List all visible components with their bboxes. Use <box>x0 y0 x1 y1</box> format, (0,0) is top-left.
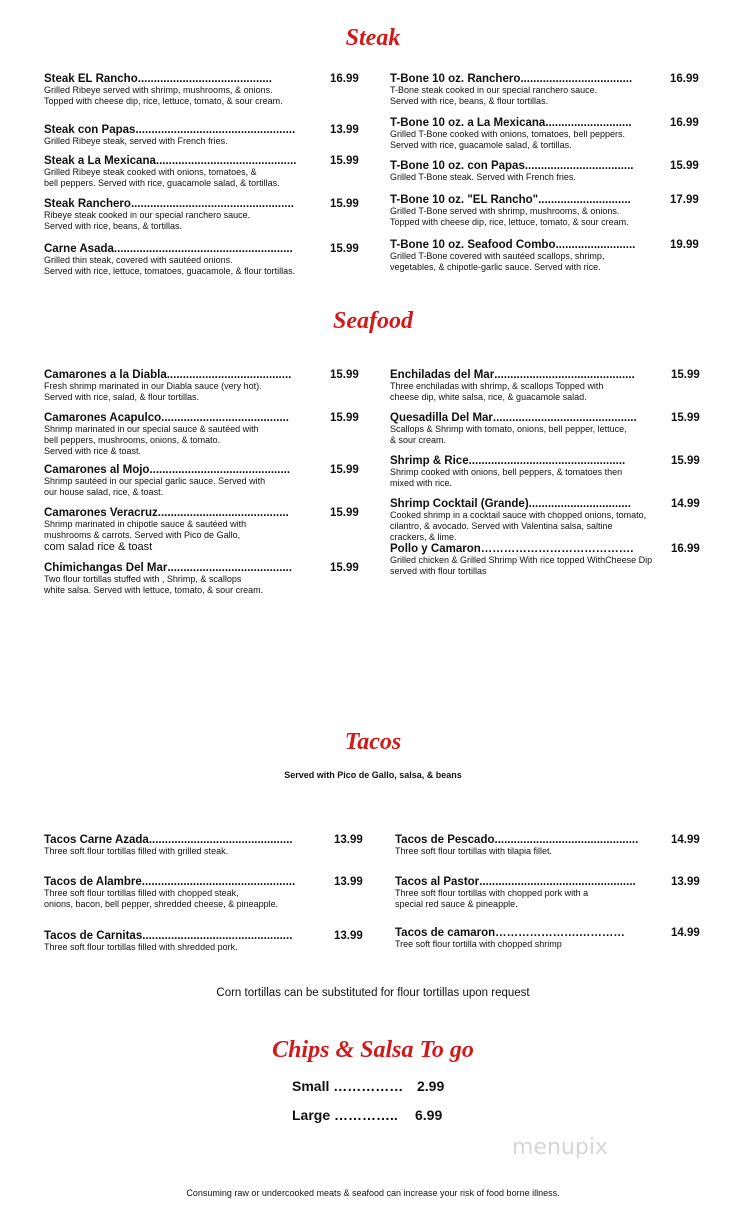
menu-item-header <box>44 876 363 888</box>
menu-item-header <box>390 117 699 129</box>
menu-item-header <box>390 412 700 424</box>
menu-item-header <box>390 498 700 510</box>
menu-item-price: 15.99 <box>330 507 359 519</box>
menu-item-name: Steak Ranchero <box>44 198 131 210</box>
menu-item <box>390 455 700 489</box>
menu-item-leader-dots: ………………….………… <box>495 927 625 939</box>
menu-item-name: Shrimp Cocktail (Grande) <box>390 498 529 510</box>
menu-item-description: Served with rice, beans, & tortillas. <box>44 221 183 232</box>
steak-title: Steak <box>345 25 401 51</box>
menu-item-name: Tacos de Pescado <box>395 834 495 846</box>
menu-item-description: Three soft flour tortillas filled with chopped steak, <box>44 888 239 898</box>
menu-item-name: Quesadilla Del Mar <box>390 412 493 424</box>
menu-item <box>44 412 359 458</box>
menu-item-name: Tacos de Carnitas <box>44 930 143 942</box>
menu-item-name: Steak a La Mexicana <box>44 155 156 167</box>
menu-item-header <box>44 73 359 85</box>
menu-item-header <box>395 876 700 888</box>
chips-large-label: Large ………….. <box>292 1107 398 1123</box>
menu-item-description: Grilled Ribeye steak cooked with onions, tomatoes, & <box>44 167 257 177</box>
menu-item-leader-dots: ................................ <box>528 498 631 510</box>
menu-item-header <box>390 369 700 381</box>
menu-item-price: 14.99 <box>671 927 700 939</box>
menu-item <box>390 498 700 544</box>
menu-item <box>390 239 699 273</box>
chips-small-price: 2.99 <box>417 1078 445 1094</box>
menu-item <box>390 369 700 403</box>
menu-item-description: Served with rice, lettuce, tomatoes, guacamole, & flour tortillas. <box>44 266 296 277</box>
menu-item-price: 15.99 <box>330 243 359 255</box>
menu-item-leader-dots: ....................................... <box>166 369 292 381</box>
menu-item-price: 13.99 <box>330 124 359 136</box>
menu-item <box>44 155 359 189</box>
menupix-watermark: menupix <box>512 1135 608 1160</box>
menu-item-description: Grilled Ribeye steak, served with French fries. <box>44 136 228 146</box>
menu-item-header <box>390 455 700 467</box>
menu-item-leader-dots: ............................. <box>538 194 631 206</box>
menu-item-leader-dots: .................................................. <box>135 124 296 136</box>
seafood-title: Seafood <box>333 308 413 334</box>
menu-item-leader-dots: ........................................ <box>161 412 289 424</box>
menu-item-price: 16.99 <box>330 73 359 85</box>
menu-item-description: Three soft flour tortillas with chopped pork with a <box>395 888 589 898</box>
menu-item-header <box>390 160 699 172</box>
menu-item-description: Shrimp cooked with onions, bell peppers, & tomatoes then <box>390 467 623 477</box>
menu-item-header <box>395 927 700 939</box>
menu-item <box>44 876 363 910</box>
menu-item-description: Grilled T-Bone covered with sautéed scallops, shrimp, <box>390 251 605 261</box>
menu-item-description: crackers, & lime. <box>390 532 457 543</box>
menu-item-description: mushrooms & carrots. Served with Pico de Gallo, <box>44 530 241 541</box>
menu-item-description: Ribeye steak cooked in our special ranchero sauce. <box>44 210 251 220</box>
menu-item-name: T-Bone 10 oz. Ranchero <box>390 73 521 85</box>
menu-item-name: Pollo y Camaron <box>390 543 481 555</box>
menu-item-description: vegetables, & chipotle-garlic sauce. Served with rice. <box>390 262 601 273</box>
menu-item-leader-dots: ................................................ <box>141 876 296 888</box>
menu-item-leader-dots: ......................................... <box>157 507 289 519</box>
menu-item-name: Steak EL Rancho <box>44 73 138 85</box>
menu-item-name: T-Bone 10 oz. a La Mexicana <box>390 117 546 129</box>
menu-item-leader-dots: .................................. <box>524 160 634 172</box>
menu-item-header <box>390 239 699 251</box>
menu-item-price: 15.99 <box>330 412 359 424</box>
menu-item <box>390 160 699 183</box>
menu-item-description: Served with rice, salad, & flour tortillas. <box>44 392 200 403</box>
menu-item <box>390 117 699 151</box>
menu-item-description: Served with rice, beans, & flour tortillas. <box>390 96 549 107</box>
menu-item-header <box>44 369 359 381</box>
menu-item-header <box>44 834 363 846</box>
menu-item-leader-dots: ............................................ <box>149 464 291 476</box>
menu-item <box>44 834 363 857</box>
menu-item-leader-dots: ................................................. <box>468 455 626 467</box>
menu-item-description: bell peppers, mushrooms, onions, & tomato. <box>44 435 221 446</box>
menu-item-header <box>44 507 359 519</box>
menu-item-leader-dots: ........................... <box>545 117 632 129</box>
menu-item-leader-dots: ................................................... <box>130 198 294 210</box>
menu-item-leader-dots: ........................................................ <box>113 243 293 255</box>
menu-item-name: T-Bone 10 oz. Seafood Combo <box>390 239 556 251</box>
menu-item-name: T-Bone 10 oz. "EL Rancho" <box>390 194 539 206</box>
menu-item-header <box>44 198 359 210</box>
chips-title: Chips & Salsa To go <box>272 1037 474 1063</box>
menu-item-price: 13.99 <box>334 876 363 888</box>
menu-item-description: Shrimp marinated in our special sauce & sautéed with <box>44 424 259 434</box>
menu-item <box>44 464 359 498</box>
menu-item-name: Camarones a la Diabla <box>44 369 167 381</box>
menu-item-price: 15.99 <box>330 155 359 167</box>
menu-item <box>390 543 700 577</box>
menu-item-description: Shrimp sautéed in our special garlic sauce. Served with <box>44 476 266 486</box>
food-safety-footer: Consuming raw or undercooked meats & seafood can increase your risk of food borne illness. <box>186 1188 560 1198</box>
menu-item-price: 15.99 <box>670 160 699 172</box>
menu-item-description: Tree soft flour tortilla with chopped shrimp <box>395 939 562 949</box>
menu-item-leader-dots: ............................................. <box>492 412 637 424</box>
menu-item-price: 15.99 <box>330 562 359 574</box>
menu-item <box>395 834 700 857</box>
menu-item-description: our house salad, rice, & toast. <box>44 487 164 498</box>
menu-item-price: 15.99 <box>671 369 700 381</box>
chips-large-row <box>292 1107 443 1123</box>
menu-item-description: cheese dip, white salsa, rice, & guacamole salad. <box>390 392 587 403</box>
menu-item-description: served with flour tortillas <box>390 566 487 577</box>
menu-item-header <box>44 412 359 424</box>
menu-item-description: Three soft flour tortillas filled with shredded pork. <box>44 942 238 952</box>
menu-item-price: 14.99 <box>671 834 700 846</box>
menu-item-name: Camarones Acapulco <box>44 412 162 424</box>
menu-item-description: Grilled Ribeye served with shrimp, mushrooms, & onions. <box>44 85 273 95</box>
menu-item-name: Tacos de Alambre <box>44 876 142 888</box>
menu-item-leader-dots: ............................................. <box>148 834 293 846</box>
menu-item-description: white salsa. Served with lettuce, tomato, & sour cream. <box>44 585 264 596</box>
chips-small-row <box>292 1078 445 1094</box>
menu-item <box>390 73 699 107</box>
chips-large-price: 6.99 <box>415 1107 443 1123</box>
menu-item-leader-dots: ............................................ <box>155 155 297 167</box>
menu-item <box>395 927 700 950</box>
menu-item-leader-dots: .......................................... <box>137 73 272 85</box>
menu-item <box>44 930 363 953</box>
menu-item-price: 16.99 <box>670 73 699 85</box>
menu-item-description: Grilled T-Bone steak. Served with French fries. <box>390 172 576 182</box>
menu-item-price: 15.99 <box>671 455 700 467</box>
menu-item-leader-dots: ................................... <box>520 73 633 85</box>
menu-item-name: Steak con Papas <box>44 124 136 136</box>
menu-item-description: Topped with cheese dip, rice, lettuce, tomato, & sour cream. <box>390 217 629 228</box>
menu-item <box>395 876 700 910</box>
menu-item-price: 15.99 <box>671 412 700 424</box>
menu-item-header <box>44 155 359 167</box>
menu-item-description: Three soft flour tortillas filled with grilled steak. <box>44 846 229 856</box>
menu-item-description: Served with rice & toast. <box>44 446 142 457</box>
menu-item-name: Carne Asada <box>44 243 114 255</box>
menu-item-price: 15.99 <box>330 464 359 476</box>
menu-item-header <box>44 243 359 255</box>
menu-item-name: Tacos al Pastor <box>395 876 480 888</box>
menu-item-description: special red sauce & pineapple. <box>395 899 518 910</box>
tacos-subtitle: Served with Pico de Gallo, salsa, & beans <box>284 770 462 780</box>
menu-item-header <box>395 834 700 846</box>
menu-item <box>44 198 359 232</box>
menu-item-leader-dots: …………………………………. <box>480 543 634 555</box>
menu-item-header <box>44 562 359 574</box>
menu-item-description: Shrimp marinated in chipotle sauce & sautéed with <box>44 519 247 529</box>
menu-item-name: Camarones al Mojo <box>44 464 150 476</box>
menu-item-description: Grilled T-Bone served with shrimp, mushrooms, & onions. <box>390 206 620 216</box>
menu-item-description: & sour cream. <box>390 435 447 446</box>
menu-item-name: Tacos Carne Azada <box>44 834 149 846</box>
menu-item-leader-dots: ............................................ <box>494 369 635 381</box>
menu-item-header <box>390 194 699 206</box>
menu-item-header <box>44 930 363 942</box>
menu-item-name: T-Bone 10 oz. con Papas <box>390 160 525 172</box>
menu-item-description: Cooked shrimp in a cocktail sauce with chopped onions, tomato, <box>390 510 647 520</box>
menu-item-name: Camarones Veracruz <box>44 507 158 519</box>
menu-item <box>44 243 359 277</box>
menu-item-description: Grilled T-Bone cooked with onions, tomatoes, bell peppers. <box>390 129 625 139</box>
menu-item-description: T-Bone steak cooked in our special ranchero sauce. <box>390 85 598 95</box>
menu-item <box>44 507 359 554</box>
menu-item <box>390 194 699 228</box>
menu-item-description: Served with rice, guacamole salad, & tortillas. <box>390 140 572 151</box>
menu-item <box>44 562 359 596</box>
menu-item-name: Shrimp & Rice <box>390 455 469 467</box>
menu-item-leader-dots: ....................................... <box>167 562 292 574</box>
menu-item-description: Grilled chicken & Grilled Shrimp With rice topped WithCheese Dip <box>390 555 653 565</box>
tacos-title: Tacos <box>344 729 402 755</box>
menu-item-price: 16.99 <box>671 543 700 555</box>
menu-item-price: 13.99 <box>334 930 363 942</box>
menu-item <box>390 412 700 446</box>
menu-item-name: Enchiladas del Mar <box>390 369 495 381</box>
menu-item-price: 17.99 <box>670 194 699 206</box>
menu-item-header <box>44 124 359 136</box>
menu-item-description: Three soft flour tortillas with tilapia fillet. <box>395 846 553 856</box>
menu-item-price: 13.99 <box>671 876 700 888</box>
menu-item-description: mixed with rice. <box>390 478 453 489</box>
menu-item-price: 14.99 <box>671 498 700 510</box>
menu-item-description: Scallops & Shrimp with tomato, onions, bell pepper, lettuce, <box>390 424 627 434</box>
menu-item-description: Fresh shrimp marinated in our Diabla sauce (very hot). <box>44 381 262 391</box>
menu-item-header <box>390 543 700 555</box>
menu-item-leader-dots: ......................... <box>555 239 636 251</box>
menu-item-header <box>44 464 359 476</box>
menu-item <box>44 124 359 147</box>
tortilla-substitution-note: Corn tortillas can be substituted for flour tortillas upon request <box>216 987 530 999</box>
menu-item-description: onions, bacon, bell pepper, shredded cheese, & pineapple. <box>44 899 279 910</box>
menu-item-price: 13.99 <box>334 834 363 846</box>
menu-item <box>44 73 359 107</box>
menu-item-name: Tacos de camaron <box>395 927 496 939</box>
menu-item-price: 15.99 <box>330 198 359 210</box>
menu-item-description: Grilled thin steak, covered with sautéed onions. <box>44 255 233 265</box>
menu-item-price: 19.99 <box>670 239 699 251</box>
menu-item-description: cilantro, & avocado. Served with Valentina salsa, saltine <box>390 521 613 532</box>
menu-item-price: 15.99 <box>330 369 359 381</box>
menu-item-header <box>390 73 699 85</box>
menu-item-description: Topped with cheese dip, rice, lettuce, tomato, & sour cream. <box>44 96 283 107</box>
menu-item <box>44 369 359 403</box>
menu-item-description-extra: com salad rice & toast <box>44 541 153 554</box>
menu-item-leader-dots: ............................................... <box>142 930 293 942</box>
menu-item-description: Two flour tortillas stuffed with , Shrimp, & scallops <box>44 574 242 584</box>
menu-item-price: 16.99 <box>670 117 699 129</box>
menu-item-leader-dots: ............................................. <box>494 834 639 846</box>
chips-small-label: Small …………… <box>292 1078 404 1094</box>
menu-item-name: Chimichangas Del Mar <box>44 562 168 574</box>
menu-item-description: Three enchiladas with shrimp, & scallops Topped with <box>390 381 604 391</box>
menu-item-description: bell peppers. Served with rice, guacamole salad, & tortillas. <box>44 178 280 189</box>
menu-item-leader-dots: ................................................. <box>479 876 636 888</box>
